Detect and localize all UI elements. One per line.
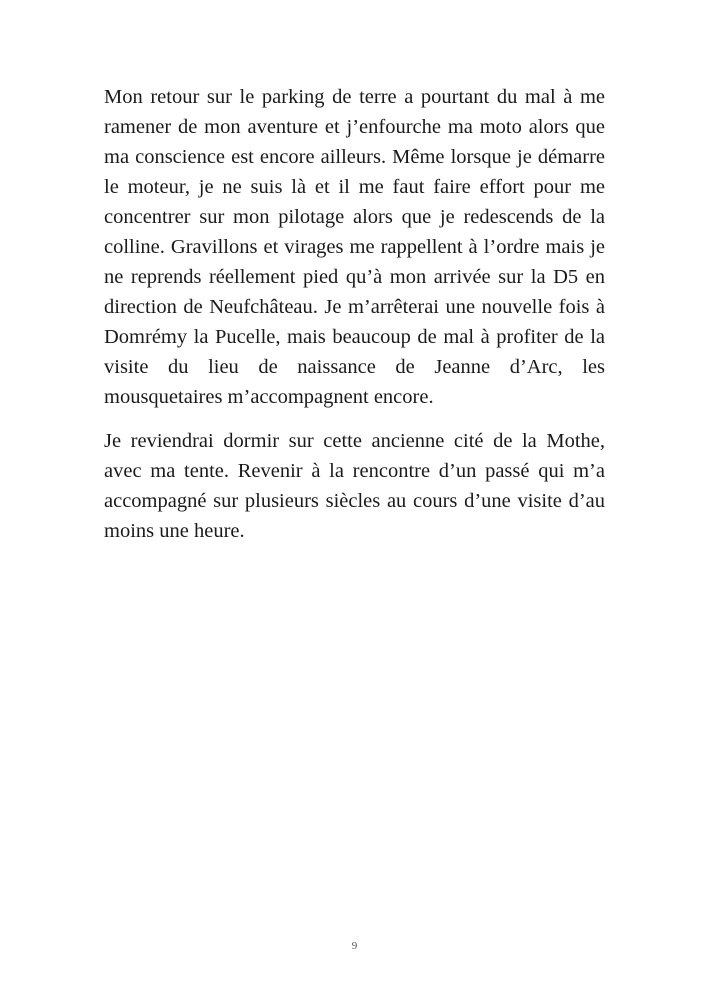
- body-text: [104, 82, 605, 560]
- page-number: 9: [351, 940, 358, 952]
- paragraph-1: Mon retour sur le parking de terre a pourtant du mal à me ramener de mon aventure et j’enfourche ma moto alors que ma conscience est encore ailleurs. Même lorsque je démarre le moteur, je ne suis là et il me faut faire effort pour me concentrer sur mon pilotage alors que je redescends de la colline. Gravillons et virages me rappellent à l’ordre mais je ne reprends réellement pied qu’à mon arrivée sur la D5 en direction de Neufchâteau. Je m’arrêterai une nouvelle fois à Domrémy la Pucelle, mais beaucoup de mal à profiter de la visite du lieu de naissance de Jeanne d’Arc, les mousquetaires m’accompagnent encore.: [104, 86, 605, 408]
- paragraph-2: Je reviendrai dormir sur cette ancienne cité de la Mothe, avec ma tente. Revenir à la rencontre d’un passé qui m’a accompagné sur plusieurs siècles au cours d’une visite d’au moins une heure.: [104, 430, 605, 542]
